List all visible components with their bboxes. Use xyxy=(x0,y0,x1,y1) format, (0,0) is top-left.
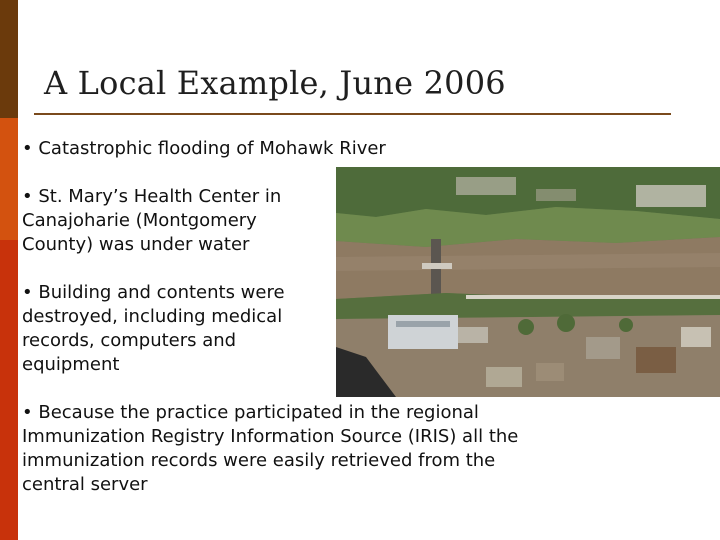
bullet-4 xyxy=(22,401,518,497)
sidebar-band-brown xyxy=(0,0,18,118)
tree-2 xyxy=(557,314,575,332)
title-underline xyxy=(34,113,671,115)
bullet-1 xyxy=(22,137,386,161)
building-4 xyxy=(636,347,676,373)
health-center-building xyxy=(388,315,458,349)
bullet-1-line-1: • Catastrophic flooding of Mohawk River xyxy=(22,138,386,159)
building-6 xyxy=(536,363,564,381)
building-3 xyxy=(586,337,620,359)
sidebar-band-orange xyxy=(0,118,18,240)
bridge-deck xyxy=(422,263,452,269)
bullet-2-line-2: Canajoharie (Montgomery xyxy=(22,210,257,231)
bullet-3 xyxy=(22,281,285,377)
bullet-3-line-2: destroyed, including medical xyxy=(22,306,283,327)
bullet-2-line-1: • St. Mary’s Health Center in xyxy=(22,186,282,207)
tree-1 xyxy=(518,319,534,335)
distant-factory xyxy=(636,185,706,207)
bullet-4-line-4: central server xyxy=(22,474,148,495)
bullet-4-line-1: • Because the practice participated in the regional xyxy=(22,402,479,423)
building-2 xyxy=(458,327,488,343)
building-7 xyxy=(486,367,522,387)
distant-houses xyxy=(536,189,576,201)
slide-title: A Local Example, June 2006 xyxy=(44,64,506,102)
bullet-2-line-3: County) was under water xyxy=(22,234,250,255)
highway xyxy=(466,295,720,299)
slide-sidebar xyxy=(0,0,18,540)
bullet-4-line-3: immunization records were easily retrieved from the xyxy=(22,450,496,471)
flood-aerial-photo xyxy=(336,167,720,397)
building-5 xyxy=(681,327,711,347)
bullet-4-line-2: Immunization Registry Information Source (IRIS) all the xyxy=(22,426,519,447)
bullet-2 xyxy=(22,185,281,257)
bullet-3-line-4: equipment xyxy=(22,354,120,375)
tree-3 xyxy=(619,318,633,332)
sidebar-band-red xyxy=(0,240,18,540)
health-center-roof xyxy=(396,321,450,327)
distant-buildings xyxy=(456,177,516,195)
bullet-3-line-3: records, computers and xyxy=(22,330,237,351)
bullet-3-line-1: • Building and contents were xyxy=(22,282,285,303)
